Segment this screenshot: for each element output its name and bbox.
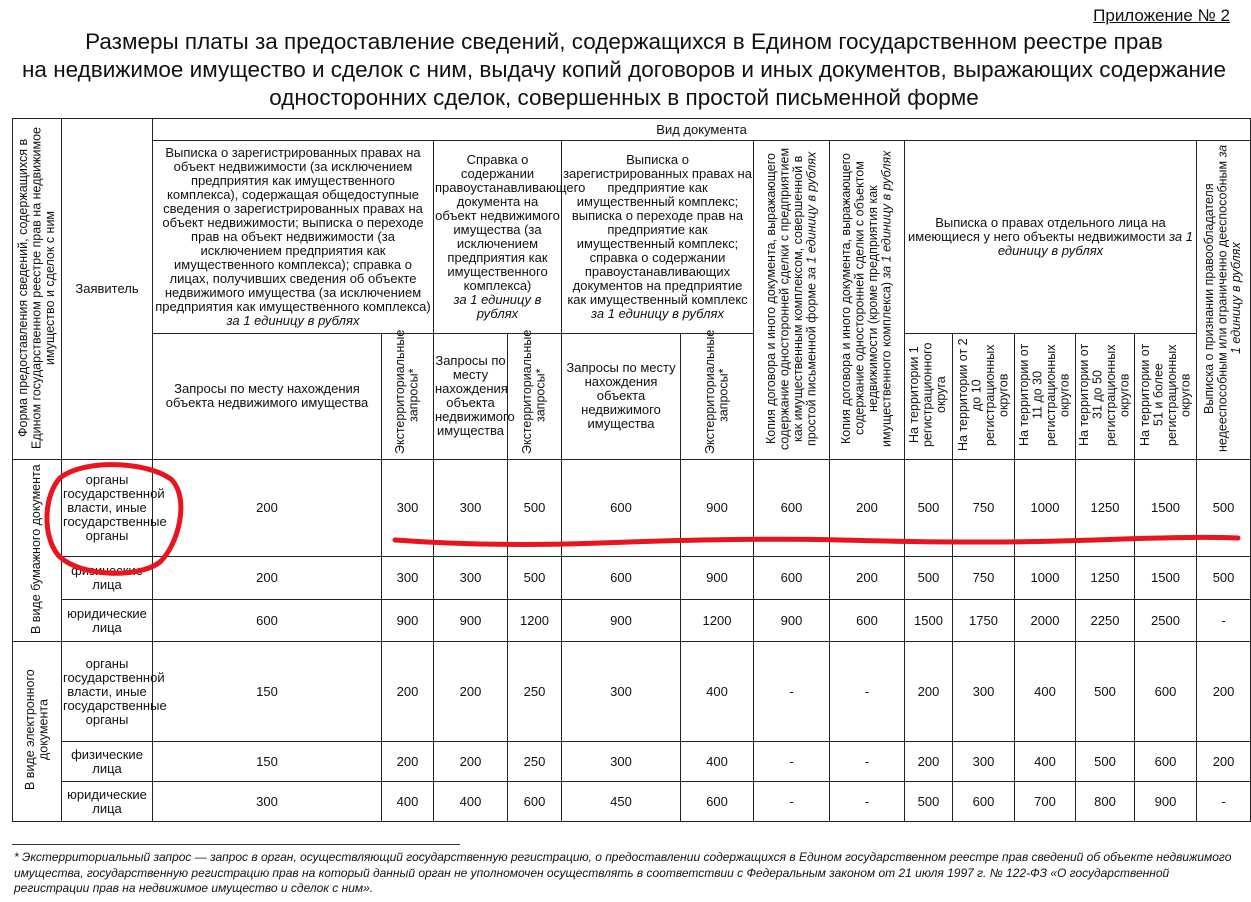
value-cell: 500 [905, 557, 953, 600]
value-cell: - [754, 742, 830, 782]
value-cell: 600 [830, 600, 905, 642]
value-cell: 900 [681, 557, 754, 600]
table-row [13, 557, 1251, 600]
value-cell: 1000 [1015, 460, 1076, 557]
value-cell: 150 [153, 642, 382, 742]
value-cell: 400 [434, 782, 508, 822]
value-cell: 700 [1015, 782, 1076, 822]
value-cell: - [1197, 600, 1251, 642]
value-cell: 300 [562, 742, 681, 782]
group1-header: Выписка о зарегистрированных правах на объект недвижимости (за исключением предприятия как имущественного комплекса), содержащая общедоступные сведения о зарегистрированных правах на объект недвижимости; выписка о переходе прав на объект недвижимости (за исключением предприятия как имущественного комплекса); справка о лицах, получивших сведения об объекте недвижимого имущества (за исключением предприятия как имущественного комплекса) за 1 единицу в рублях [153, 141, 434, 334]
value-cell: 500 [1076, 742, 1135, 782]
applicant-cell: физические лица [62, 557, 153, 600]
form-paper-label: В виде бумажного документа [13, 460, 62, 642]
value-cell: 600 [153, 600, 382, 642]
footnote-divider [12, 844, 460, 845]
terr2-header: На территории от 2 до 10 регистрационных округов [953, 333, 1015, 459]
value-cell: 500 [905, 782, 953, 822]
value-cell: 450 [562, 782, 681, 822]
sub-ext2-header: Экстерриториальные запросы* [508, 333, 562, 459]
value-cell: 200 [434, 642, 508, 742]
sub-loc2-header: Запросы по месту нахождения объекта недвижимого имущества [434, 333, 508, 459]
value-cell: 200 [382, 642, 434, 742]
value-cell: 600 [562, 557, 681, 600]
value-cell: 900 [434, 600, 508, 642]
value-cell: - [754, 642, 830, 742]
value-cell: 600 [1135, 742, 1197, 782]
applicant-cell: органы государственной власти, иные государственные органы [62, 642, 153, 742]
value-cell: 300 [382, 460, 434, 557]
page-title [0, 28, 1248, 112]
value-cell: 1200 [681, 600, 754, 642]
value-cell: 500 [508, 557, 562, 600]
title-line-1: Размеры платы за предоставление сведений, содержащихся в Едином государственном реестре прав [85, 29, 1163, 54]
value-cell: 300 [562, 642, 681, 742]
title-line-2: на недвижимое имущество и сделок с ним, выдачу копий договоров и иных документов, выражающих содержание [22, 57, 1226, 82]
table-row [13, 642, 1251, 742]
header-row-groups [13, 141, 1251, 334]
title-line-3: односторонних сделок, совершенных в простой письменной форме [269, 85, 979, 110]
applicant-cell: юридические лица [62, 782, 153, 822]
value-cell: 200 [434, 742, 508, 782]
value-cell: 600 [754, 557, 830, 600]
terr4-header: На территории от 31 до 50 регистрационных округов [1076, 333, 1135, 459]
value-cell: 900 [681, 460, 754, 557]
value-cell: 200 [905, 742, 953, 782]
applicant-cell: юридические лица [62, 600, 153, 642]
value-cell: 500 [1197, 557, 1251, 600]
value-cell: 900 [382, 600, 434, 642]
value-cell: 400 [382, 782, 434, 822]
incapable-header: Выписка о признании правообладателя недееспособным или ограниченно дееспособным за 1 единицу в рублях [1197, 141, 1251, 460]
value-cell: - [830, 742, 905, 782]
group2-header: Справка о содержании правоустанавливающего документа на объект недвижимого имущества (за исключением предприятия как имущественного комплекса) за 1 единицу в рублях [434, 141, 562, 334]
value-cell: 900 [562, 600, 681, 642]
value-cell: - [830, 642, 905, 742]
value-cell: 2250 [1076, 600, 1135, 642]
value-cell: 200 [153, 557, 382, 600]
terr1-header: На территории 1 регистрационного округа [905, 333, 953, 459]
value-cell: 600 [754, 460, 830, 557]
value-cell: 400 [1015, 642, 1076, 742]
value-cell: 300 [434, 460, 508, 557]
value-cell: - [1197, 782, 1251, 822]
value-cell: 600 [1135, 642, 1197, 742]
value-cell: 200 [153, 460, 382, 557]
value-cell: 1250 [1076, 460, 1135, 557]
value-cell: 600 [562, 460, 681, 557]
value-cell: 900 [754, 600, 830, 642]
value-cell: 600 [953, 782, 1015, 822]
applicant-column-header: Заявитель [62, 119, 153, 460]
value-cell: 200 [830, 460, 905, 557]
value-cell: 300 [382, 557, 434, 600]
value-cell: 1200 [508, 600, 562, 642]
value-cell: 400 [1015, 742, 1076, 782]
value-cell: 1500 [1135, 557, 1197, 600]
applicant-cell: органы государственной власти, иные государственные органы [62, 460, 153, 557]
value-cell: 250 [508, 642, 562, 742]
value-cell: 1500 [905, 600, 953, 642]
value-cell: 200 [382, 742, 434, 782]
value-cell: 500 [1076, 642, 1135, 742]
value-cell: 2000 [1015, 600, 1076, 642]
value-cell: 200 [830, 557, 905, 600]
value-cell: 300 [953, 742, 1015, 782]
value-cell: 150 [153, 742, 382, 782]
value-cell: 250 [508, 742, 562, 782]
group3-header: Выписка о зарегистрированных правах на предприятие как имущественный комплекс; выписка о переходе прав на предприятие как имущественный комплекс; справка о содержании правоустанавливающих документов на предприятие как имущественный комплекс за 1 единицу в рублях [562, 141, 754, 334]
value-cell: 600 [508, 782, 562, 822]
table-row [13, 782, 1251, 822]
value-cell: 500 [508, 460, 562, 557]
value-cell: 2500 [1135, 600, 1197, 642]
table-row [13, 460, 1251, 557]
value-cell: 200 [1197, 642, 1251, 742]
value-cell: 1750 [953, 600, 1015, 642]
value-cell: 400 [681, 742, 754, 782]
value-cell: 300 [434, 557, 508, 600]
value-cell: 400 [681, 642, 754, 742]
sub-ext1-header: Экстерриториальные запросы* [382, 333, 434, 459]
appendix-label: Приложение № 2 [1093, 6, 1230, 25]
value-cell: 800 [1076, 782, 1135, 822]
group4-header: Выписка о правах отдельного лица на имеющиеся у него объекты недвижимости за 1 единицу в рублях [905, 141, 1197, 334]
value-cell: - [754, 782, 830, 822]
copy1-header: Копия договора и иного документа, выражающего содержание односторонней сделки с предприятием как имущественным комплексом, совершенной в простой письменной форме за 1 единицу в рублях [754, 141, 830, 460]
applicant-cell: физические лица [62, 742, 153, 782]
doc-type-header: Вид документа [153, 119, 1251, 141]
form-column-header: Форма предоставления сведений, содержащихся в Едином государственном реестре прав на недвижимое имущество и сделок с ним [13, 119, 62, 460]
value-cell: 200 [1197, 742, 1251, 782]
terr5-header: На территории от 51 и более регистрационных округов [1135, 333, 1197, 459]
value-cell: 500 [905, 460, 953, 557]
value-cell: 1500 [1135, 460, 1197, 557]
value-cell: 1000 [1015, 557, 1076, 600]
value-cell: 750 [953, 557, 1015, 600]
copy2-header: Копия договора и иного документа, выражающего содержание односторонней сделки с объектом недвижимости (кроме предприятия как имущественного комплекса) за 1 единицу в рублях [830, 141, 905, 460]
table-row [13, 742, 1251, 782]
value-cell: - [830, 782, 905, 822]
sub-ext3-header: Экстерриториальные запросы* [681, 333, 754, 459]
header-row-top [13, 119, 1251, 141]
value-cell: 1250 [1076, 557, 1135, 600]
table-row [13, 600, 1251, 642]
value-cell: 600 [681, 782, 754, 822]
sub-loc1-header: Запросы по месту нахождения объекта недвижимого имущества [153, 333, 382, 459]
form-electronic-label: В виде электронного документа [13, 642, 62, 822]
value-cell: 300 [153, 782, 382, 822]
footnote: * Экстерриториальный запрос — запрос в орган, осуществляющий государственную регистрацию, о предоставлении содержащихся в Едином государственном реестре прав сведений об объекте недвижимого имущества, государственную регистрацию прав на который данный орган не уполномочен осуществлять в соответствии с Федеральным законом от 21 июля 1997 г. № 122-ФЗ «О государственной регистрации прав на недвижимое имущество и сделок с ним». [14, 850, 1232, 895]
header-row-sub [13, 333, 1251, 459]
value-cell: 200 [905, 642, 953, 742]
value-cell: 300 [953, 642, 1015, 742]
fee-table [12, 118, 1251, 822]
value-cell: 900 [1135, 782, 1197, 822]
terr3-header: На территории от 11 до 30 регистрационных округов [1015, 333, 1076, 459]
sub-loc3-header: Запросы по месту нахождения объекта недвижимого имущества [562, 333, 681, 459]
value-cell: 750 [953, 460, 1015, 557]
value-cell: 500 [1197, 460, 1251, 557]
